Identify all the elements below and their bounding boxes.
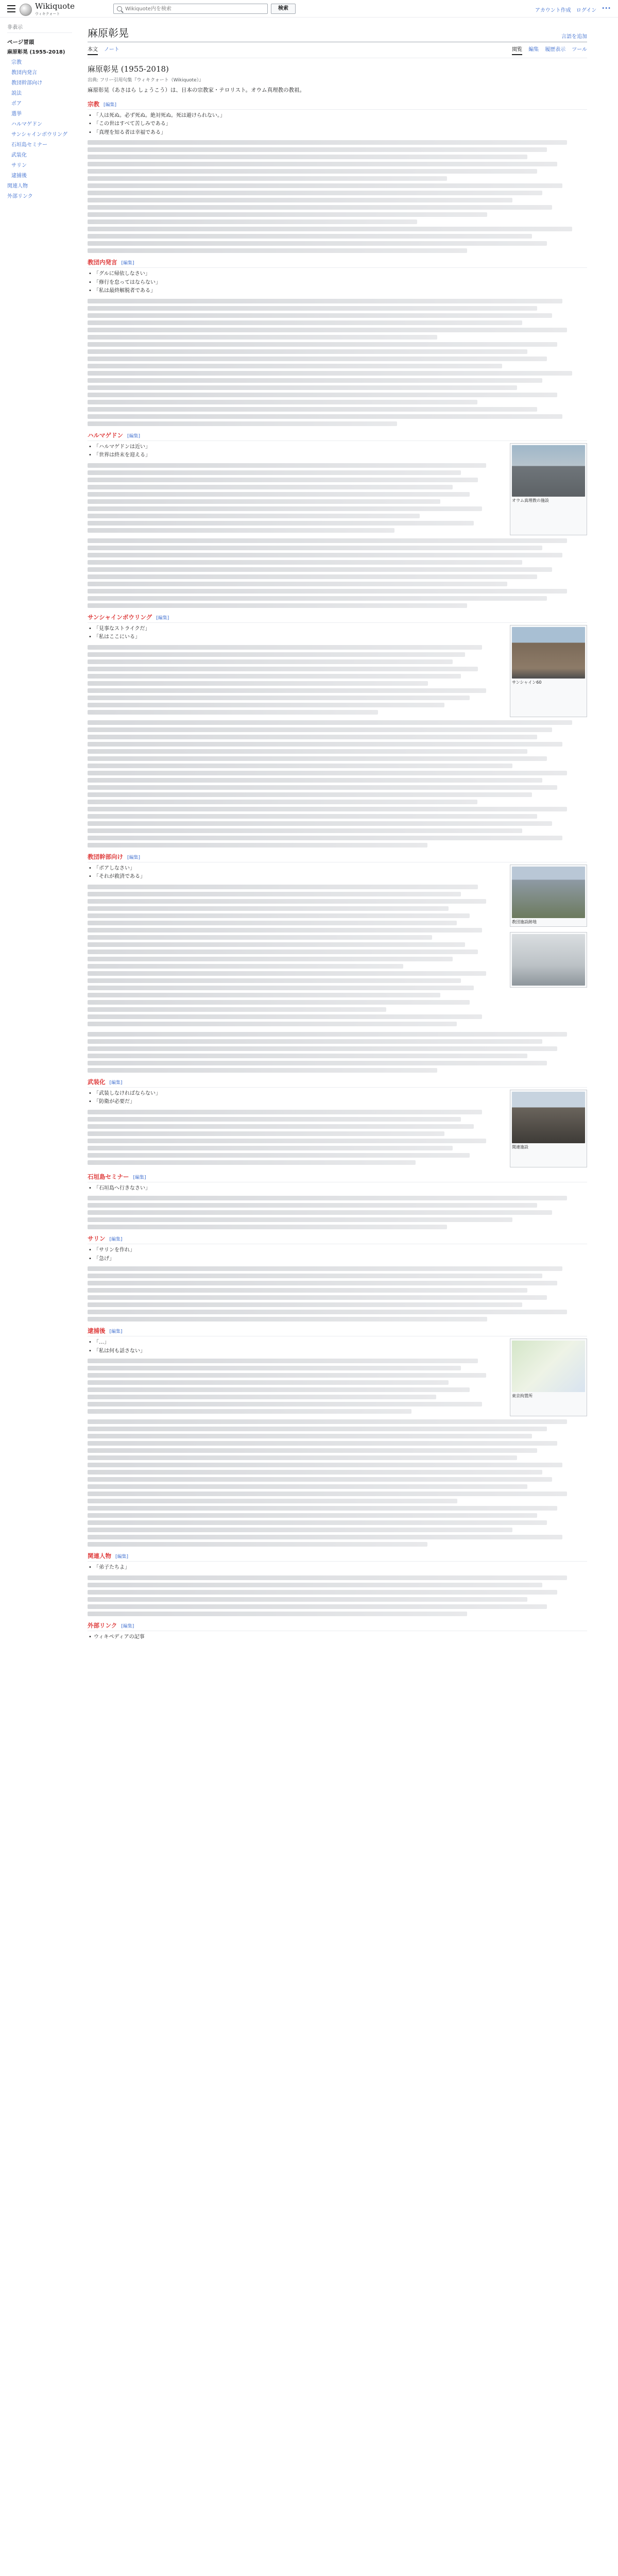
figure-image[interactable]	[512, 867, 585, 918]
section-title: 教団幹部向け	[88, 853, 123, 860]
figure	[510, 443, 587, 535]
text-block	[88, 1032, 587, 1073]
quote-item: • 「ハルマゲドンは近い」	[88, 443, 503, 452]
figure-caption: 東京拘置所	[512, 1394, 533, 1399]
toc-item[interactable]: 選挙	[11, 111, 22, 117]
section-heading	[88, 1078, 587, 1088]
quote-item: • 「弟子たちよ」	[88, 1564, 587, 1572]
text-block	[88, 885, 503, 1026]
section-edit-link[interactable]: [編集]	[121, 1623, 134, 1629]
section-edit-link[interactable]: [編集]	[109, 1329, 123, 1335]
section-title: サンシャインボウリング	[88, 613, 152, 621]
section-edit-link[interactable]: [編集]	[109, 1080, 123, 1086]
text-block	[88, 1359, 503, 1414]
text-block	[88, 1196, 587, 1229]
figure-caption: 関連施設	[512, 1144, 528, 1149]
quote-list	[88, 1633, 587, 1642]
section-edit-link[interactable]: [編集]	[109, 1237, 123, 1243]
tab-article[interactable]: 本文	[88, 45, 98, 55]
lead-paragraph: 麻原彰晃（あさはら しょうこう）は、日本の宗教家・テロリスト。オウム真理教の教祖。	[88, 87, 305, 93]
quote-list	[88, 443, 503, 460]
quote-list	[88, 1184, 587, 1193]
quote-item: • 「真理を知る者は幸福である」	[88, 129, 587, 138]
toc-item[interactable]: 教団幹部向け	[11, 80, 42, 86]
figure-image[interactable]	[512, 1341, 585, 1392]
figure-caption: オウム真理教の施設	[512, 498, 549, 503]
section-title: ハルマゲドン	[88, 431, 123, 439]
text-block	[88, 1266, 587, 1321]
wikiquote-globe-icon	[20, 4, 32, 16]
tab-read[interactable]: 閲覧	[512, 45, 522, 55]
section-edit-link[interactable]: [編集]	[115, 1554, 129, 1560]
toc-item[interactable]: ポア	[11, 101, 22, 107]
toc-item[interactable]: 宗教	[11, 60, 22, 65]
toc-item[interactable]: 説法	[11, 91, 22, 96]
quote-item: • 「防衛が必要だ」	[88, 1098, 503, 1107]
quote-list	[88, 625, 503, 642]
section-title: 外部リンク	[88, 1621, 117, 1629]
text-block	[88, 299, 587, 426]
section-heading	[88, 1234, 587, 1244]
toc-item[interactable]: 教団内発言	[11, 70, 37, 76]
quote-list	[88, 1090, 503, 1107]
toc-item[interactable]: 関連人物	[7, 183, 28, 189]
toc-sidebar	[0, 18, 77, 2576]
section-title: 関連人物	[88, 1552, 111, 1560]
quote-item: • 「修行を怠ってはならない」	[88, 279, 587, 287]
section-title: サリン	[88, 1235, 106, 1243]
search-button[interactable]: 検索	[271, 4, 296, 14]
tab-talk[interactable]: ノート	[104, 47, 119, 53]
figure	[510, 932, 587, 988]
site-logo[interactable]	[20, 3, 75, 16]
quote-item: • 「武装しなければならない」	[88, 1090, 503, 1098]
quote-item: • 「…」	[88, 1338, 503, 1347]
toc-item[interactable]: 武装化	[11, 152, 27, 158]
quote-list	[88, 270, 587, 296]
quote-list	[88, 1246, 587, 1263]
page-tabs	[88, 42, 587, 58]
quote-item: • 「私はここにいる」	[88, 633, 503, 642]
source-line: 出典: フリー引用句集『ウィキクォート（Wikiquote）』	[88, 78, 204, 83]
external-link-item[interactable]: • ウィキペディアの記事	[88, 1633, 587, 1642]
search-box	[113, 4, 268, 14]
quote-list	[88, 1564, 587, 1572]
menu-icon[interactable]	[7, 5, 15, 12]
section-heading	[88, 1327, 587, 1336]
quote-list	[88, 112, 587, 138]
content-title: 麻原彰晃 (1955-2018)	[88, 64, 169, 74]
toc-item[interactable]: 麻原彰晃 (1955-2018)	[7, 49, 65, 55]
quote-list	[88, 1338, 503, 1355]
user-links	[535, 6, 611, 13]
quote-list	[88, 865, 503, 882]
quote-item: • 「人は死ぬ。必ず死ぬ。絶対死ぬ。死は避けられない。」	[88, 112, 587, 121]
section-heading	[88, 258, 587, 268]
toc-item[interactable]: サリン	[11, 163, 27, 168]
text-block	[88, 720, 587, 848]
search-icon	[117, 6, 122, 11]
section-edit-link[interactable]: [編集]	[127, 433, 141, 439]
figure	[510, 1090, 587, 1167]
figure-image[interactable]	[512, 445, 585, 497]
quote-item: • 「私は最終解脱者である」	[88, 287, 587, 296]
toc-item[interactable]: サンシャインボウリング	[11, 132, 67, 138]
section-edit-link[interactable]: [編集]	[121, 261, 134, 266]
quote-item: • 「ポアしなさい」	[88, 865, 503, 873]
quote-item: • 「石垣島へ行きなさい」	[88, 1184, 587, 1193]
figure-image[interactable]	[512, 627, 585, 679]
main-content	[77, 18, 618, 2576]
section-title: 教団内発言	[88, 259, 117, 266]
section-edit-link[interactable]: [編集]	[156, 615, 169, 621]
text-block	[88, 645, 503, 715]
text-block	[88, 140, 587, 253]
page-title: 麻原彰晃	[88, 27, 129, 39]
figure-caption: 教団施設跡地	[512, 919, 537, 924]
section-heading	[88, 613, 587, 623]
quote-item: • 「それが救済である」	[88, 873, 503, 882]
toc-item[interactable]: 逮捕後	[11, 173, 27, 179]
tab-tools[interactable]: ツール	[572, 47, 587, 53]
text-block	[88, 463, 503, 533]
quote-item: • 「この世はすべて苦しみである」	[88, 120, 587, 129]
toc-item[interactable]: 石垣島セミナー	[11, 142, 47, 148]
section-heading	[88, 431, 587, 441]
section-heading	[88, 1552, 587, 1562]
search-input[interactable]	[125, 5, 264, 12]
quote-item: • 「私は何も話さない」	[88, 1347, 503, 1356]
section-edit-link[interactable]: [編集]	[127, 855, 141, 860]
section-title: 宗教	[88, 100, 99, 108]
section-edit-link[interactable]: [編集]	[104, 102, 117, 108]
quote-item: • 「グルに帰依しなさい」	[88, 270, 587, 279]
section-heading	[88, 853, 587, 862]
more-options-icon[interactable]: •••	[602, 6, 611, 11]
text-block	[88, 1419, 587, 1547]
text-block	[88, 1110, 503, 1165]
figure-caption: サンシャイン60	[512, 680, 542, 685]
section-title: 逮捕後	[88, 1327, 106, 1335]
quote-item: • 「世界は終末を迎える」	[88, 451, 503, 460]
figure-image[interactable]	[512, 934, 585, 986]
section-heading	[88, 100, 587, 110]
quote-item: • 「急げ」	[88, 1255, 587, 1264]
section-title: 武装化	[88, 1078, 106, 1086]
section-heading	[88, 1173, 587, 1182]
quote-item: • 「サリンを作れ」	[88, 1246, 587, 1255]
toc-item[interactable]: 外部リンク	[7, 194, 33, 199]
tab-history[interactable]: 履歴表示	[545, 47, 566, 53]
tab-edit[interactable]: 編集	[528, 47, 539, 53]
section-heading	[88, 1621, 587, 1631]
logo-text: Wikiquote	[35, 2, 75, 11]
logo-subtitle: ウィキクォート	[35, 12, 60, 16]
text-block	[88, 538, 587, 608]
login-link[interactable]: ログイン	[576, 8, 597, 13]
figure-image[interactable]	[512, 1092, 585, 1143]
toc-toggle[interactable]: 非表示	[7, 23, 72, 33]
toc-heading[interactable]: ページ冒頭	[7, 39, 35, 45]
figure	[510, 1338, 587, 1416]
top-header	[0, 0, 618, 18]
section-title: 石垣島セミナー	[88, 1173, 129, 1180]
toc-item[interactable]: ハルマゲドン	[11, 122, 42, 127]
add-language-button[interactable]: 言語を追加	[561, 34, 587, 40]
figure	[510, 865, 587, 927]
section-edit-link[interactable]: [編集]	[133, 1175, 146, 1180]
create-account-link[interactable]: アカウント作成	[535, 8, 571, 13]
quote-item: • 「見事なストライクだ」	[88, 625, 503, 634]
text-block	[88, 1575, 587, 1616]
figure	[510, 625, 587, 717]
title-row	[88, 25, 587, 42]
